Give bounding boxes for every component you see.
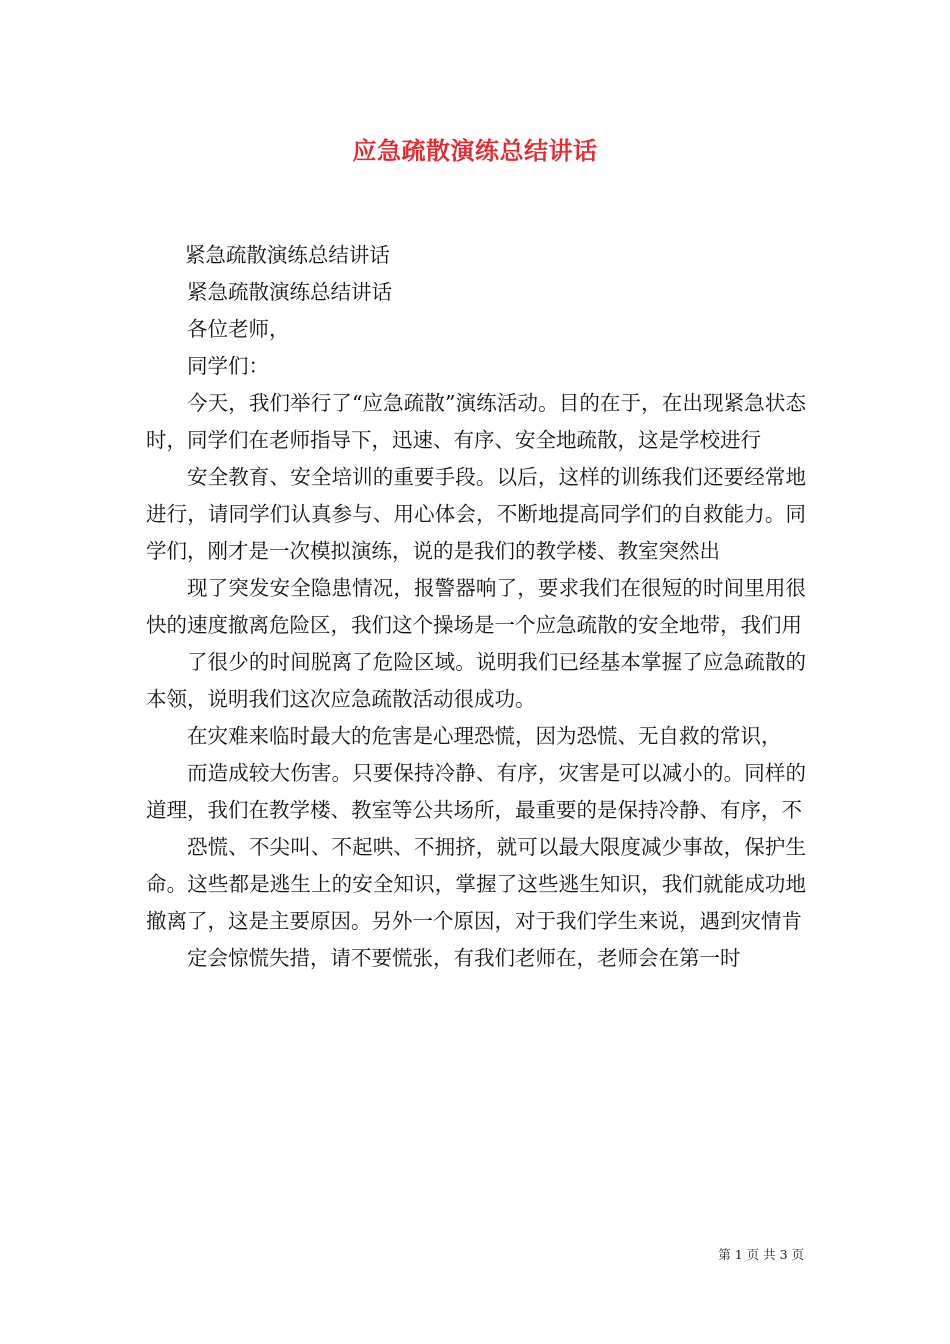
page-number: 第 1 页 共 3 页	[718, 1247, 804, 1262]
paragraph: 紧急疏散演练总结讲话	[187, 280, 392, 304]
paragraph: 各位老师，	[187, 317, 290, 341]
paragraph: 恐慌、不尖叫、不起哄、不拥挤，就可以最大限度减少事故，保护生命。这些都是逃生上的安全知识，掌握了这些逃生知识，我们就能成功地撤离了，这是主要原因。另外一个原因，对于我们学生来说，遇到灾情肯	[146, 835, 806, 933]
document-body	[146, 237, 806, 977]
paragraph: 在灾难来临时最大的危害是心理恐慌，因为恐慌、无自救的常识，	[187, 724, 782, 748]
paragraph: 安全教育、安全培训的重要手段。以后，这样的训练我们还要经常地进行，请同学们认真参与、用心体会，不断地提高同学们的自救能力。同学们，刚才是一次模拟演练，说的是我们的教学楼、教室突然出	[146, 465, 806, 563]
paragraph: 而造成较大伤害。只要保持冷静、有序，灾害是可以减小的。同样的道理，我们在教学楼、教室等公共场所，最重要的是保持冷静、有序，不	[146, 761, 806, 822]
paragraph: 现了突发安全隐患情况，报警器响了，要求我们在很短的时间里用很快的速度撤离危险区，我们这个操场是一个应急疏散的安全地带，我们用	[146, 576, 806, 637]
paragraph: 了很少的时间脱离了危险区域。说明我们已经基本掌握了应急疏散的本领，说明我们这次应急疏散活动很成功。	[146, 650, 806, 711]
paragraph: 同学们：	[187, 354, 269, 378]
document-title: 应急疏散演练总结讲话	[352, 136, 598, 165]
paragraph: 今天，我们举行了“应急疏散”演练活动。目的在于，在出现紧急状态时，同学们在老师指导下，迅速、有序、安全地疏散，这是学校进行	[146, 391, 806, 452]
paragraph: 紧急疏散演练总结讲话	[184, 243, 390, 267]
paragraph: 定会惊慌失措，请不要慌张，有我们老师在，老师会在第一时	[187, 946, 741, 970]
